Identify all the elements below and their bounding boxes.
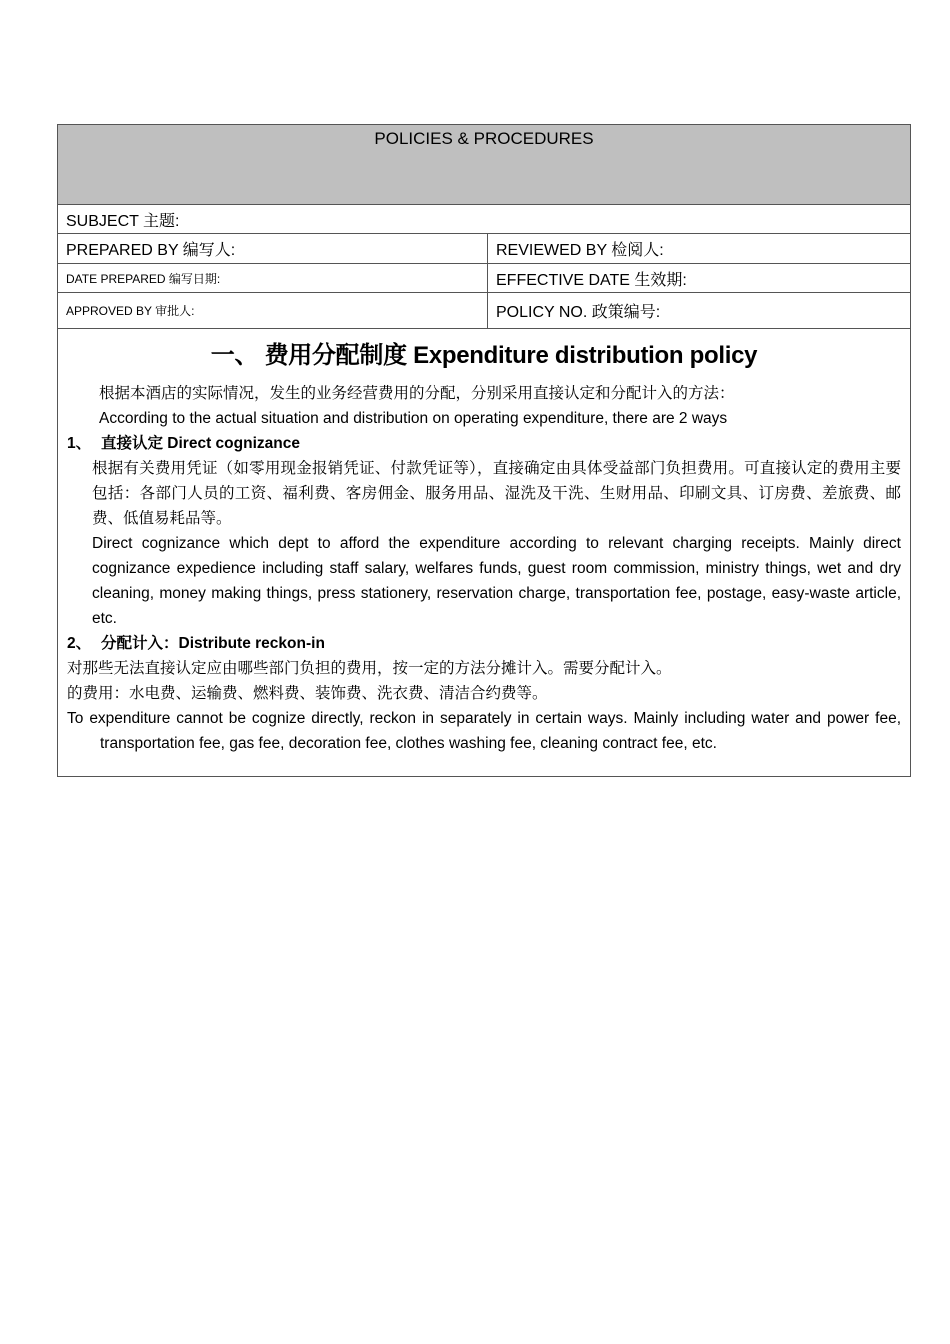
- effective-date-field: EFFECTIVE DATE 生效期:: [496, 271, 687, 289]
- section-2-body-chinese-line2: 的费用：水电费、运输费、燃料费、装饰费、洗衣费、清洁合约费等。: [67, 685, 548, 702]
- policy-document: [57, 124, 911, 777]
- section-1-heading: [67, 431, 901, 456]
- section-1-body-chinese: 根据有关费用凭证（如零用现金报销凭证、付款凭证等），直接确定由具体受益部门负担费用。可直接认定的费用主要包括：各部门人员的工资、福利费、客房佣金、服务用品、湿洗及干洗、生财用品、印刷文具、订房费、差旅费、邮费、低值易耗品等。: [92, 460, 901, 527]
- prepared-by-field: PREPARED BY 编写人:: [58, 234, 488, 263]
- policy-number-field: POLICY NO. 政策编号:: [496, 304, 661, 321]
- meta-row-dates: [58, 264, 910, 293]
- intro-english: According to the actual situation and distribution on operating expenditure, there are 2 ways: [99, 410, 728, 427]
- approved-by-field: APPROVED BY 审批人:: [58, 293, 488, 328]
- document-header: [58, 125, 910, 205]
- document-title: POLICIES & PROCEDURES: [374, 129, 594, 148]
- policy-title: 一、 费用分配制度 Expenditure distribution policy: [210, 342, 758, 369]
- section-1-number: 1、: [67, 435, 92, 452]
- subject-field: SUBJECT 主题:: [66, 212, 180, 230]
- section-2-body-chinese-line1: 对那些无法直接认定应由哪些部门负担的费用，按一定的方法分摊计入。需要分配计入。: [67, 660, 672, 677]
- section-1-title: 直接认定 Direct cognizance: [101, 435, 300, 452]
- section-2-body-english: To expenditure cannot be cognize directly, reckon in separately in certain ways. Mainly including water and power fee, transportation fee, gas fee, decoration fee, clothes washing fee, cleaning contract fee, etc.: [67, 710, 901, 752]
- intro-chinese: 根据本酒店的实际情况，发生的业务经营费用的分配，分别采用直接认定和分配计入的方法：: [99, 385, 735, 402]
- reviewed-by-field: REVIEWED BY 检阅人:: [496, 242, 664, 259]
- meta-row-approval: [58, 293, 910, 329]
- section-2-heading: [67, 631, 901, 656]
- section-2-title: 分配计入：Distribute reckon-in: [101, 635, 325, 652]
- section-1-body-english: Direct cognizance which dept to afford the expenditure according to relevant charging receipts. Mainly direct cognizance expedience including staff salary, welfares funds, guest room commission, ministry things, wet and dry cleaning, money making things, press stationery, reservation charge, transportation fee, postage, easy-waste article, etc.: [92, 535, 901, 627]
- policy-body: [58, 329, 910, 776]
- meta-row-prepared: [58, 234, 910, 264]
- date-prepared-field: DATE PREPARED 编写日期:: [58, 264, 488, 292]
- section-2-number: 2、: [67, 635, 92, 652]
- meta-row-subject: [58, 205, 910, 234]
